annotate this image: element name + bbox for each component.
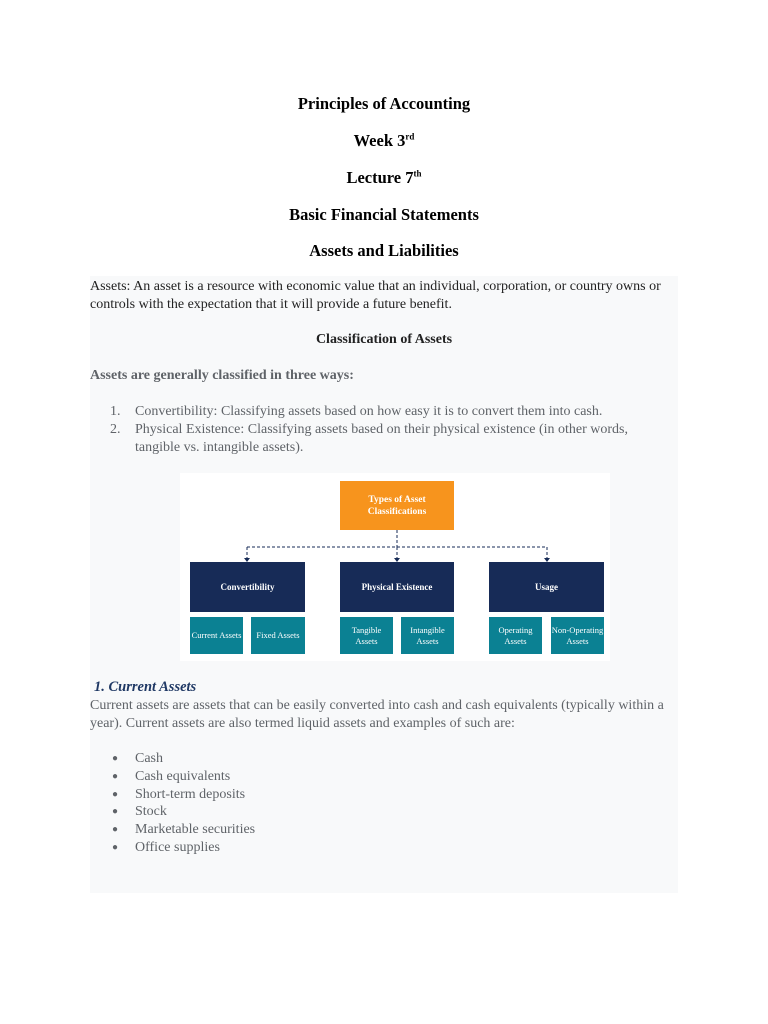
topic-heading: Basic Financial Statements <box>289 205 479 224</box>
list-item <box>110 803 255 821</box>
week-heading <box>0 131 768 151</box>
bullet-icon: ● <box>112 770 119 782</box>
list-item-text: Stock <box>135 804 167 820</box>
classification-list <box>110 403 670 457</box>
week-label: Week 3 <box>353 131 406 150</box>
diagram-leaf-node: Current Assets <box>190 617 243 654</box>
bullet-icon: ● <box>112 824 119 836</box>
classification-intro: Assets are generally classified in three ways: <box>90 368 354 383</box>
list-item <box>110 403 670 421</box>
lecture-heading <box>0 168 768 188</box>
week-suffix: rd <box>405 131 415 142</box>
lecture-suffix: th <box>413 168 422 179</box>
assets-definition <box>90 278 678 314</box>
diagram-category-node: Usage <box>489 562 604 612</box>
bullet-icon: ● <box>112 806 119 818</box>
list-item <box>110 768 255 786</box>
list-item-text: Office supplies <box>135 839 220 855</box>
subtopic-heading: Assets and Liabilities <box>309 241 459 260</box>
list-item-text: Physical Existence: Classifying assets based on their physical existence (in other words, tangible vs. intangible assets). <box>135 422 629 455</box>
diagram-leaf-node: Operating Assets <box>489 617 542 654</box>
current-assets-description: Current assets are assets that can be easily converted into cash and cash equivalents (typically within a year). Current assets are also termed liquid assets and examples of such are: <box>90 698 664 731</box>
list-item-text: Cash equivalents <box>135 768 231 784</box>
list-item-text: Convertibility: Classifying assets based on how easy it is to convert them into cash. <box>135 404 603 419</box>
assets-term: Assets: <box>90 279 131 294</box>
asset-classification-diagram <box>180 473 610 661</box>
list-item <box>110 750 255 768</box>
list-item-text: Marketable securities <box>135 822 256 838</box>
diagram-leaf-node: Intangible Assets <box>401 617 454 654</box>
list-item <box>110 839 255 857</box>
diagram-category-node: Physical Existence <box>340 562 454 612</box>
current-assets-examples <box>110 750 255 857</box>
current-assets-title: 1. Current Assets <box>94 679 197 695</box>
course-title: Principles of Accounting <box>297 94 471 113</box>
diagram-leaf-node: Tangible Assets <box>340 617 393 654</box>
bullet-icon: ● <box>112 841 119 853</box>
diagram-leaf-node: Non-Operating Assets <box>551 617 604 654</box>
diagram-leaf-node: Fixed Assets <box>251 617 305 654</box>
assets-definition-text: An asset is a resource with economic value that an individual, corporation, or country owns or controls with the expectation that it will provide a future benefit. <box>90 279 661 312</box>
list-item <box>110 421 670 457</box>
bullet-icon: ● <box>112 788 119 800</box>
diagram-root-node: Types of Asset Classifications <box>340 481 454 530</box>
classification-heading: Classification of Assets <box>315 332 453 347</box>
list-item <box>110 786 255 804</box>
diagram-category-node: Convertibility <box>190 562 305 612</box>
list-item-text: Short-term deposits <box>135 786 246 802</box>
list-number: 2. <box>110 422 121 437</box>
list-number: 1. <box>110 404 121 419</box>
list-item <box>110 821 255 839</box>
bullet-icon: ● <box>112 753 119 764</box>
lecture-label: Lecture 7 <box>346 168 414 187</box>
list-item-text: Cash <box>135 751 163 766</box>
